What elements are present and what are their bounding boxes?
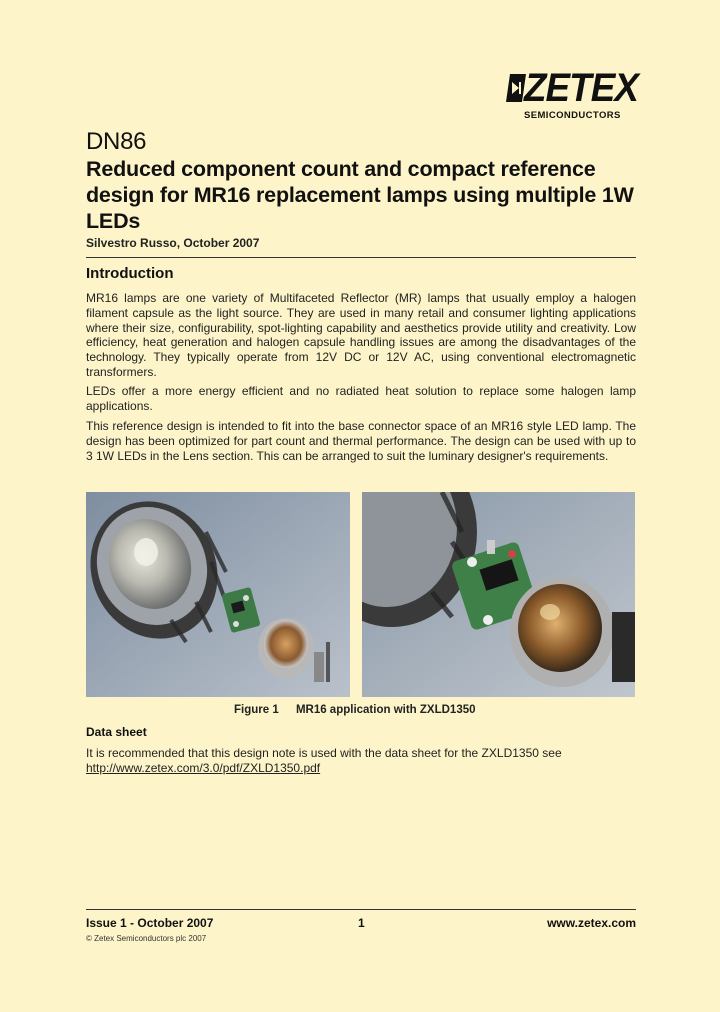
intro-paragraph-3: This reference design is intended to fit into the base connector space of an MR16 style LED lamp. The design has been optimized for part count and thermal performance. The design can be used with up to 3 1W LEDs in the Lens section. This can be arranged to suit the luminary designer's requirements. xyxy=(86,419,636,463)
footer-divider xyxy=(86,909,636,910)
datasheet-heading: Data sheet xyxy=(86,725,147,739)
introduction-heading: Introduction xyxy=(86,265,174,282)
figure-caption-text: MR16 application with ZXLD1350 xyxy=(295,704,476,716)
footer-issue: Issue 1 - October 2007 xyxy=(86,916,214,930)
datasheet-link[interactable]: http://www.zetex.com/3.0/pdf/ZXLD1350.pdf xyxy=(86,761,321,775)
figure-caption xyxy=(234,704,476,716)
author-date: Silvestro Russo, October 2007 xyxy=(86,236,260,250)
zetex-logo xyxy=(500,66,640,124)
figure-number: Figure 1 xyxy=(234,704,279,716)
figure-photo-right xyxy=(362,492,635,697)
logo-tagline: SEMICONDUCTORS xyxy=(524,110,621,121)
document-id: DN86 xyxy=(86,128,147,155)
top-divider xyxy=(86,257,636,258)
intro-paragraph-2: LEDs offer a more energy efficient and no radiated heat solution to replace some halogen lamp applications. xyxy=(86,384,636,413)
footer-website[interactable]: www.zetex.com xyxy=(547,916,636,930)
footer-copyright: © Zetex Semiconductors plc 2007 xyxy=(86,934,207,943)
datasheet-text: It is recommended that this design note is used with the data sheet for the ZXLD1350 see xyxy=(86,746,562,760)
document-title: Reduced component count and compact reference design for MR16 replacement lamps using multiple 1W LEDs xyxy=(86,157,634,233)
intro-paragraph-1: MR16 lamps are one variety of Multifaceted Reflector (MR) lamps that usually employ a halogen filament capsule as the light source. They are used in many retail and consumer lighting applications where their size, configurability, spot-lighting capability and aesthetics provide utility and creativity. Low efficiency, heat generation and halogen capsule handling issues are among the disadvantages of the technology. They typically operate from 12V DC or 12V AC, using conventional electromagnetic transformers. xyxy=(86,291,636,379)
datasheet-paragraph xyxy=(86,746,646,776)
logo-wordmark: ZETEX xyxy=(524,66,638,110)
figure-photo-left xyxy=(86,492,350,697)
footer-page-number: 1 xyxy=(358,916,365,930)
